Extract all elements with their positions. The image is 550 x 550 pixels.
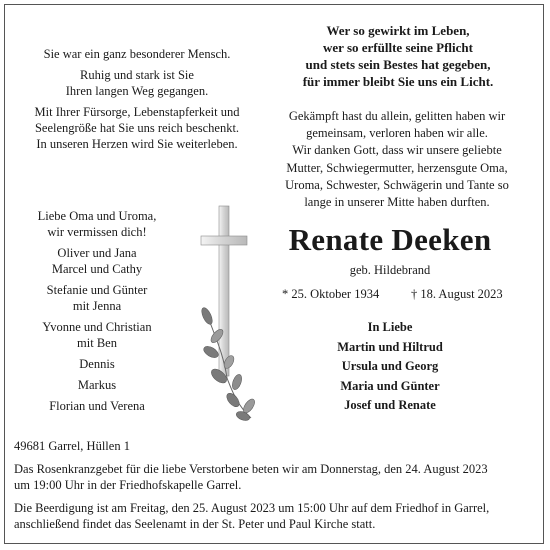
text-line: Uroma, Schwester, Schwägerin und Tante so <box>285 177 509 192</box>
text-line: Ihren langen Weg gegangen. <box>65 84 209 98</box>
grandchildren-group <box>14 245 180 277</box>
address: 49681 Garrel, Hüllen 1 <box>14 439 130 453</box>
text-line: Stefanie und Günter <box>46 283 148 297</box>
tribute-para-2 <box>14 67 260 99</box>
farewell-text <box>264 108 530 211</box>
text-line: wir vermissen dich! <box>47 225 147 239</box>
grandchildren-group <box>14 398 180 414</box>
funeral-line: Die Beerdigung ist am Freitag, den 25. August 2023 um 15:00 Uhr auf dem Friedhof in Garrel, <box>14 500 490 515</box>
poem-line: für immer bleibt Sie uns ein Licht. <box>302 74 494 89</box>
text-line: Sie war ein ganz besonderer Mensch. <box>43 47 231 61</box>
text-line: Gekämpft hast du allein, gelitten haben wir <box>288 109 506 123</box>
text-line: Marcel und Cathy <box>51 262 143 276</box>
grandchildren-group <box>14 282 180 314</box>
text-line: Florian und Verena <box>49 399 145 413</box>
birth-date: * 25. Oktober 1934 <box>282 287 380 301</box>
poem-line: und stets sein Bestes hat gegeben, <box>305 57 491 72</box>
text-line: Wir danken Gott, dass wir unsere geliebte <box>292 143 502 158</box>
rosary-line: um 19:00 Uhr in der Friedhofskapelle Garrel. <box>14 478 242 492</box>
poem-line: Wer so gewirkt im Leben, <box>326 23 470 38</box>
text-line: Markus <box>77 378 117 392</box>
text-line: Liebe Oma und Uroma, <box>37 209 157 223</box>
text-line: Ruhig und stark ist Sie <box>80 68 194 82</box>
mourner-line: Josef und Renate <box>344 398 436 412</box>
mourner-line: Maria und Günter <box>340 378 440 393</box>
text-line: Mutter, Schwiegermutter, herzensgute Oma, <box>286 160 508 175</box>
mourner-line: In Liebe <box>367 320 413 334</box>
tribute-para-1 <box>14 46 260 62</box>
funeral-line: anschließend findet das Seelenamt in der St. Peter und Paul Kirche statt. <box>14 517 376 531</box>
text-line: mit Jenna <box>72 299 122 313</box>
grandchildren-group <box>14 356 180 372</box>
grandchildren-list <box>14 208 180 419</box>
death-date: † 18. August 2023 <box>411 287 503 301</box>
poem <box>272 22 524 90</box>
grandchildren-group <box>14 377 180 393</box>
tribute-para-3 <box>14 104 260 152</box>
mourners-list <box>290 318 490 416</box>
rosary-line: Das Rosenkranzgebet für die liebe Verstorbene beten wir am Donnerstag, den 24. August 2023 <box>14 461 488 476</box>
text-line: mit Ben <box>77 336 117 350</box>
footer-info <box>14 438 539 533</box>
text-line: Seelengröße hat Sie uns reich beschenkt. <box>34 121 240 135</box>
grandchildren-group <box>14 319 180 351</box>
text-line: In unseren Herzen wird Sie weiterleben. <box>36 137 238 151</box>
cross-illustration <box>193 202 259 424</box>
text-line: lange in unserer Mitte haben durften. <box>304 195 490 210</box>
text-line: Mit Ihrer Fürsorge, Lebenstapferkeit und <box>34 105 240 119</box>
text-line: gemeinsam, verloren haben wir alle. <box>306 126 488 141</box>
text-line: Yvonne und Christian <box>42 320 152 334</box>
poem-line: wer so erfüllte seine Pflicht <box>323 40 473 55</box>
text-line: Dennis <box>79 357 115 371</box>
mourner-line: Ursula und Georg <box>341 359 439 373</box>
grandchildren-intro <box>14 208 180 240</box>
maiden-name: geb. Hildebrand <box>349 263 431 277</box>
mourner-line: Martin und Hiltrud <box>337 339 443 354</box>
left-tribute <box>14 46 260 157</box>
deceased-name: Renate Deeken <box>288 222 492 257</box>
text-line: Oliver und Jana <box>57 246 137 260</box>
